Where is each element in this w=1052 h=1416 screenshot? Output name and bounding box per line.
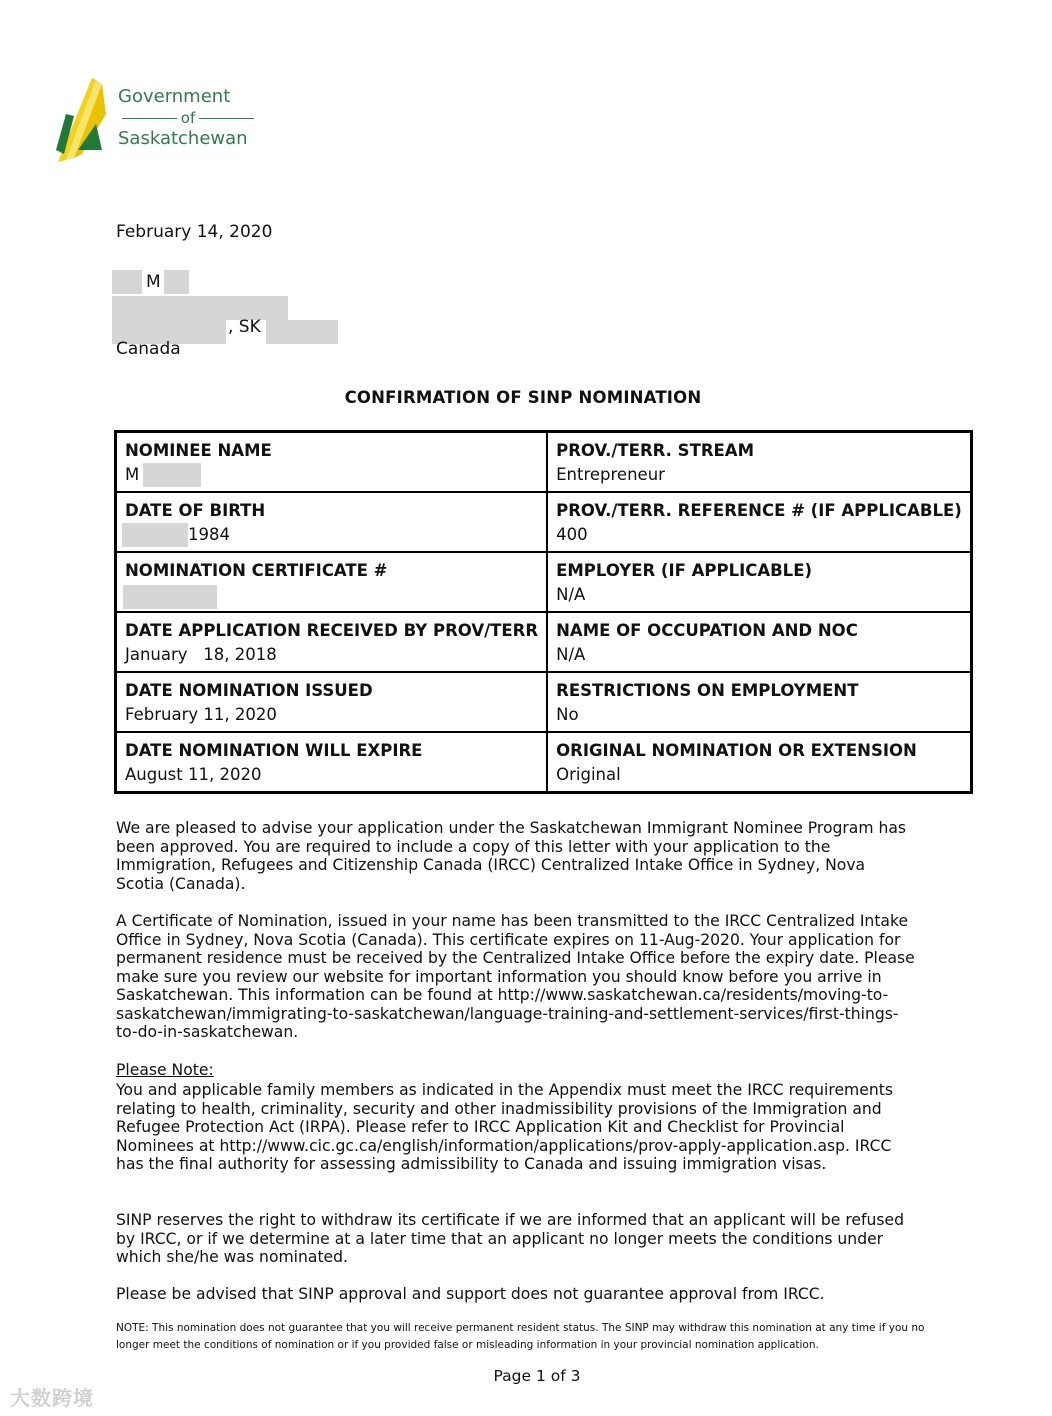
- date-expire-label: DATE NOMINATION WILL EXPIRE: [125, 741, 423, 760]
- nominee-name-label: NOMINEE NAME: [125, 441, 272, 460]
- table-cell: [116, 732, 548, 793]
- table-cell: [547, 732, 971, 793]
- occupation-value: N/A: [556, 645, 586, 664]
- certificate-number-value: [125, 583, 538, 607]
- table-cell: [547, 612, 971, 672]
- nomination-type-label: ORIGINAL NOMINATION OR EXTENSION: [556, 741, 917, 760]
- table-cell: [547, 432, 971, 493]
- paragraph-requirements: You and applicable family members as indicated in the Appendix must meet the IRCC requirements relating to health, criminality, security and other inadmissibility provisions of the Immigration and Refugee Protection Act (IRPA). Please refer to IRCC Application Kit and Checklist for Provincial Nominees at http://www.cic.gc.ca/english/information/applications/prov-apply-application.asp. IRCC has the final authority for assessing admissibility to Canada and issuing immigration visas.: [116, 1081, 893, 1173]
- table-row: [116, 612, 972, 672]
- table-row: [116, 732, 972, 793]
- nominee-name-value: M: [125, 463, 538, 487]
- table-cell: [116, 432, 548, 493]
- page-number: Page 1 of 3: [493, 1367, 581, 1385]
- table-cell: [116, 552, 548, 612]
- date-issued-value: February 11, 2020: [125, 705, 277, 724]
- reference-number-value: 400: [556, 525, 588, 544]
- redaction-block: [266, 320, 338, 344]
- employer-label: EMPLOYER (IF APPLICABLE): [556, 561, 813, 580]
- address-line-1: M: [146, 272, 161, 292]
- table-cell: [116, 492, 548, 552]
- table-row: [116, 672, 972, 732]
- table-cell: [116, 672, 548, 732]
- restrictions-label: RESTRICTIONS ON EMPLOYMENT: [556, 681, 859, 700]
- reference-number-label: PROV./TERR. REFERENCE # (IF APPLICABLE): [556, 501, 962, 520]
- table-row: [116, 432, 972, 493]
- logo-line-government: Government: [118, 86, 231, 107]
- redaction-block: [112, 296, 288, 320]
- restrictions-value: No: [556, 705, 579, 724]
- table-cell: [116, 612, 548, 672]
- government-logo-text: [118, 86, 258, 150]
- please-note-heading: Please Note:: [116, 1061, 214, 1079]
- employer-value: N/A: [556, 585, 586, 604]
- stream-label: PROV./TERR. STREAM: [556, 441, 754, 460]
- date-expire-value: August 11, 2020: [125, 765, 262, 784]
- paragraph-withdraw: SINP reserves the right to withdraw its certificate if we are informed that an applicant will be refused by IRCC, or if we determine at a later time that an applicant no longer meets the conditions under which she/he was nominated.: [116, 1211, 905, 1266]
- stream-value: Entrepreneur: [556, 465, 665, 484]
- paragraph-approval: We are pleased to advise your application under the Saskatchewan Immigrant Nominee Program has been approved. You are required to include a copy of this letter with your application to the Immigration, Refugees and Citizenship Canada (IRCC) Centralized Intake Office in Sydney, Nova Scotia (Canada).: [116, 819, 907, 893]
- paragraph-certificate: A Certificate of Nomination, issued in your name has been transmitted to the IRCC Centralized Intake Office in Sydney, Nova Scotia (Canada). This certificate expires on 11-Aug-2020. Your application for permanent residence must be received by the Centralized Intake Office before the expiry date. Please make sure you review our website for important information you should know before you arrive in Saskatchewan. This information can be found at http://www.saskatchewan.ca/residents/moving-to-saskatchewan/immigrating-to-saskatchewan/language-training-and-settlement-services/first-things-to-do-in-saskatchewan.: [116, 912, 915, 1041]
- table-cell: [547, 492, 971, 552]
- address-country: Canada: [116, 339, 181, 359]
- redaction-block: [143, 463, 201, 487]
- table-row: [116, 492, 972, 552]
- nomination-info-table: [114, 430, 973, 794]
- paragraph-disclaimer: Please be advised that SINP approval and support does not guarantee approval from IRCC.: [116, 1285, 825, 1303]
- letter-date: February 14, 2020: [116, 222, 273, 242]
- occupation-label: NAME OF OCCUPATION AND NOC: [556, 621, 858, 640]
- certificate-number-label: NOMINATION CERTIFICATE #: [125, 561, 388, 580]
- redaction-block: [123, 585, 217, 609]
- address-line-3: , SK: [228, 317, 261, 337]
- redaction-block: [122, 523, 188, 547]
- redaction-block: [164, 270, 189, 294]
- date-received-label: DATE APPLICATION RECEIVED BY PROV/TERR: [125, 621, 539, 640]
- watermark: 大数跨境: [10, 1386, 94, 1410]
- footnote: NOTE: This nomination does not guarantee that you will receive permanent resident status. The SINP may withdraw this nomination at any time if you no longer meet the conditions of nomination or if you provided false or misleading information in your provincial nomination application.: [116, 1322, 925, 1351]
- table-cell: [547, 552, 971, 612]
- logo-line-saskatchewan: Saskatchewan: [118, 128, 248, 149]
- redaction-block: [112, 270, 142, 294]
- saskatchewan-logo-icon: [52, 74, 112, 164]
- logo-line-of: [118, 108, 258, 128]
- table-row: [116, 552, 972, 612]
- date-of-birth-value: 1984: [125, 523, 538, 547]
- date-of-birth-label: DATE OF BIRTH: [125, 501, 266, 520]
- logo-of-word: of: [180, 109, 196, 127]
- document-title: CONFIRMATION OF SINP NOMINATION: [344, 388, 702, 407]
- date-issued-label: DATE NOMINATION ISSUED: [125, 681, 373, 700]
- date-received-value: January 18, 2018: [125, 645, 277, 664]
- table-cell: [547, 672, 971, 732]
- nomination-type-value: Original: [556, 765, 621, 784]
